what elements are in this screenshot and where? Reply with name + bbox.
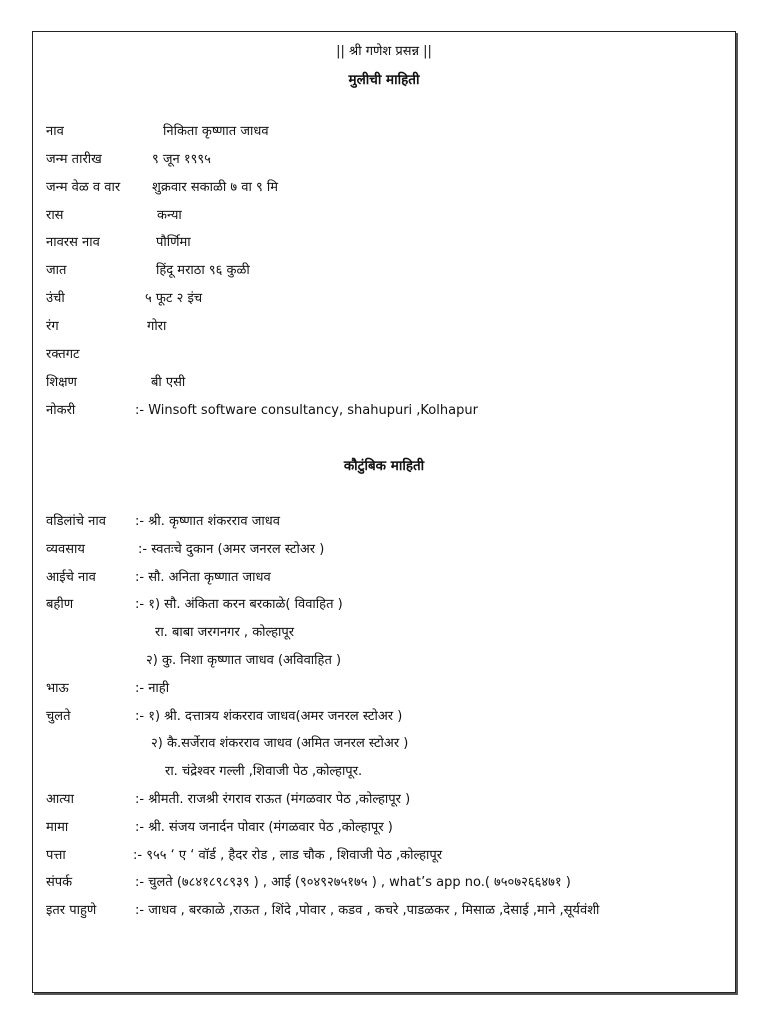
label-aunt: आत्या	[46, 792, 74, 807]
value-sister-1-address: रा. बाबा जरगनगर , कोल्हापूर	[155, 625, 295, 640]
value-naavras-naav: पौर्णिमा	[156, 235, 191, 250]
page-title: मुलीची माहिती	[348, 72, 420, 88]
label-other-relatives: इतर पाहुणे	[46, 903, 97, 918]
value-complexion: गोरा	[147, 319, 167, 334]
value-father-name: :- श्री. कृष्णात शंकरराव जाधव	[135, 514, 280, 529]
label-maternal-uncle: मामा	[46, 820, 69, 835]
label-sister: बहीण	[46, 597, 74, 612]
value-contact: :- चुलते (७८४१८९८९३९ ) , आई (९०४९२७५१७५ ) , what’s app no.( ७५०७२६६४७१ )	[135, 875, 571, 890]
label-height: उंची	[46, 291, 65, 306]
label-birth-date: जन्म तारीख	[46, 152, 102, 167]
label-rashi: रास	[46, 208, 64, 223]
label-blood-group: रक्तगट	[46, 347, 80, 362]
value-address: :- ९५५ ‘ ए ‘ वॉर्ड , हैदर रोड , लाड चौक , शिवाजी पेठ ,कोल्हापूर	[133, 848, 443, 863]
label-birth-time: जन्म वेळ व वार	[46, 180, 121, 195]
value-sister-1: :- १) सौ. अंकिता करन बरकाळे( विवाहित )	[135, 597, 343, 612]
value-caste: हिंदू मराठा ९६ कुळी	[156, 263, 250, 278]
value-uncles-address: रा. चंद्रेश्वर गल्ली ,शिवाजी पेठ ,कोल्हापूर.	[165, 764, 363, 779]
value-brother: :- नाही	[135, 681, 170, 696]
label-mother-name: आईचे नाव	[46, 570, 96, 585]
label-education: शिक्षण	[46, 375, 77, 390]
value-occupation: :- स्वतःचे दुकान (अमर जनरल स्टोअर )	[138, 542, 325, 557]
invocation-line: || श्री गणेश प्रसन्न ||	[336, 44, 432, 59]
label-brother: भाऊ	[46, 681, 69, 696]
label-address: पत्ता	[46, 848, 66, 863]
value-education: बी एसी	[151, 375, 186, 390]
label-name: नाव	[46, 124, 64, 139]
value-job: :- Winsoft software consultancy, shahupuri ,Kolhapur	[135, 403, 478, 418]
label-occupation: व्यवसाय	[46, 542, 85, 557]
family-section-title: कौटुंबिक माहिती	[343, 458, 425, 474]
label-complexion: रंग	[46, 319, 59, 334]
value-birth-time: शुक्रवार सकाळी ७ वा ९ मि	[152, 180, 279, 195]
label-father-name: वडिलांचे नाव	[46, 514, 106, 529]
value-mother-name: :- सौ. अनिता कृष्णात जाधव	[135, 570, 271, 585]
value-uncle-2: २) कै.सर्जेराव शंकरराव जाधव (अमित जनरल स्टोअर )	[151, 736, 409, 751]
value-aunt: :- श्रीमती. राजश्री रंगराव राऊत (मंगळवार पेठ ,कोल्हापूर )	[135, 792, 411, 807]
label-caste: जात	[46, 263, 67, 278]
label-contact: संपर्क	[46, 875, 73, 890]
value-maternal-uncle: :- श्री. संजय जनार्दन पोवार (मंगळवार पेठ ,कोल्हापूर )	[135, 820, 393, 835]
value-sister-2: २) कु. निशा कृष्णात जाधव (अविवाहित )	[146, 653, 342, 668]
value-uncle-1: :- १) श्री. दत्तात्रय शंकरराव जाधव(अमर जनरल स्टोअर )	[135, 709, 403, 724]
label-naavras-naav: नावरस नाव	[46, 235, 100, 250]
value-name: निकिता कृष्णात जाधव	[163, 124, 269, 139]
value-birth-date: ९ जून १९९५	[152, 152, 211, 167]
value-other-relatives: :- जाधव , बरकाळे ,राऊत , शिंदे ,पोवार , कडव , कचरे ,पाडळकर , मिसाळ ,देसाई ,माने ,सूर्यवंशी	[135, 903, 600, 918]
value-rashi: कन्या	[157, 208, 182, 223]
label-job: नोकरी	[46, 403, 76, 418]
label-uncles: चुलते	[46, 709, 71, 724]
value-height: ५ फूट २ इंच	[145, 291, 203, 306]
